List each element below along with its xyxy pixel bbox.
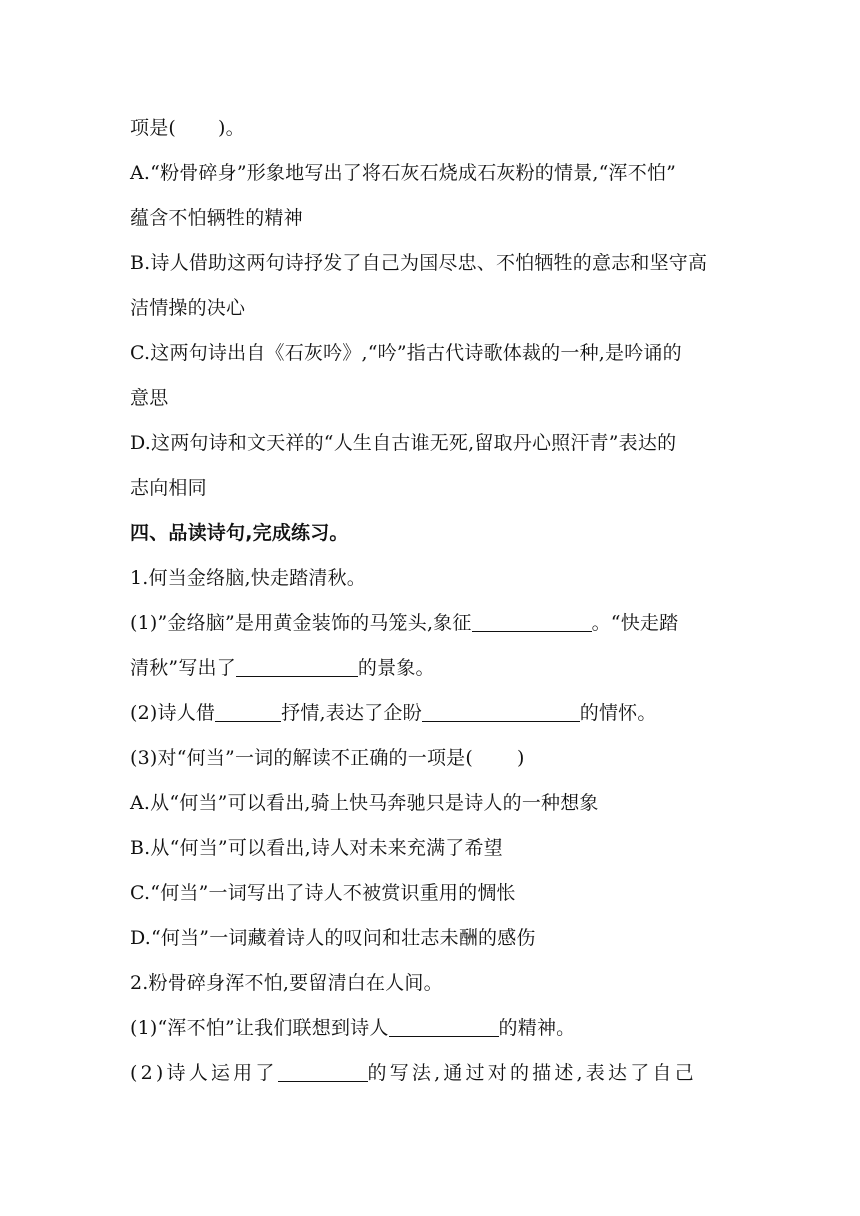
fill-blank[interactable] [215, 701, 281, 722]
question-2-1 [130, 1014, 740, 1042]
q2-1-text-a: (1)“浑不怕”让我们联想到诗人 [130, 1017, 389, 1039]
option-b-line1: B.诗人借助这两句诗抒发了自己为国尽忠、不怕牺牲的意志和坚守高 [130, 252, 708, 274]
q2-2-text-b: 的写法,通过对的描述,表达了自己 [367, 1062, 697, 1084]
q1-1-text-c: 清秋”写出了 [130, 657, 236, 679]
question-stem-paren-close: )。 [218, 117, 245, 139]
q1-2-text-a: (2)诗人借 [130, 702, 216, 724]
option-a-line2: 蕴含不怕辆牲的精神 [130, 207, 303, 229]
q1-3-text-a: (3)对“何当”一词的解读不正确的一项是( [130, 747, 473, 769]
question-2-title: 2.粉骨碎身浑不怕,要留清白在人间。 [130, 972, 443, 994]
option-b-line2: 洁情操的决心 [130, 297, 246, 319]
q1-3-text-b: ) [516, 747, 525, 769]
fill-blank[interactable] [472, 611, 592, 632]
q1-option-a: A.从“何当”可以看出,骑上快马奔驰只是诗人的一种想象 [130, 792, 599, 814]
q1-option-c: C.“何当”一词写出了诗人不被赏识重用的惆怅 [130, 882, 516, 904]
q1-option-d: D.“何当”一词藏着诗人的叹问和壮志未酬的感伤 [130, 927, 536, 949]
q1-2-text-b: 抒情,表达了企盼 [281, 702, 422, 724]
q2-1-text-b: 的精神。 [498, 1017, 576, 1039]
question-1-title: 1.何当金络脑,快走踏清秋。 [130, 567, 366, 589]
q1-option-b: B.从“何当”可以看出,诗人对未来充满了希望 [130, 837, 503, 859]
q1-1-text-b: 。“快走踏 [591, 612, 679, 634]
q1-1-text-a: (1)”金络脑”是用黄金装饰的马笼头,象征 [130, 612, 472, 634]
question-1-1-line1 [130, 609, 740, 637]
fill-blank[interactable] [278, 1061, 368, 1082]
option-c-line2: 意思 [130, 387, 169, 409]
question-stem-tail: 项是( [130, 117, 177, 139]
option-c-line1: C.这两句诗出自《石灰吟》,“吟”指古代诗歌体裁的一种,是吟诵的 [130, 342, 682, 364]
question-1-1-line2 [130, 654, 740, 682]
option-d-line1: D.这两句诗和文天祥的“人生自古谁无死,留取丹心照汗青”表达的 [130, 432, 677, 454]
section-heading: 四、品读诗句,完成练习。 [130, 522, 349, 544]
q2-2-text-a: (2)诗人运用了 [130, 1062, 278, 1084]
fill-blank[interactable] [422, 701, 580, 722]
option-d-line2: 志向相同 [130, 477, 207, 499]
answer-line [130, 114, 740, 142]
question-1-2 [130, 699, 740, 727]
fill-blank[interactable] [236, 656, 358, 677]
q1-1-text-d: 的景象。 [357, 657, 435, 679]
question-1-3 [130, 744, 740, 772]
option-a-line1: A.“粉骨碎身”形象地写出了将石灰石烧成石灰粉的情景,“浑不怕” [130, 162, 677, 184]
q1-2-text-c: 的情怀。 [579, 702, 657, 724]
fill-blank[interactable] [389, 1016, 499, 1037]
question-2-2 [130, 1059, 740, 1087]
